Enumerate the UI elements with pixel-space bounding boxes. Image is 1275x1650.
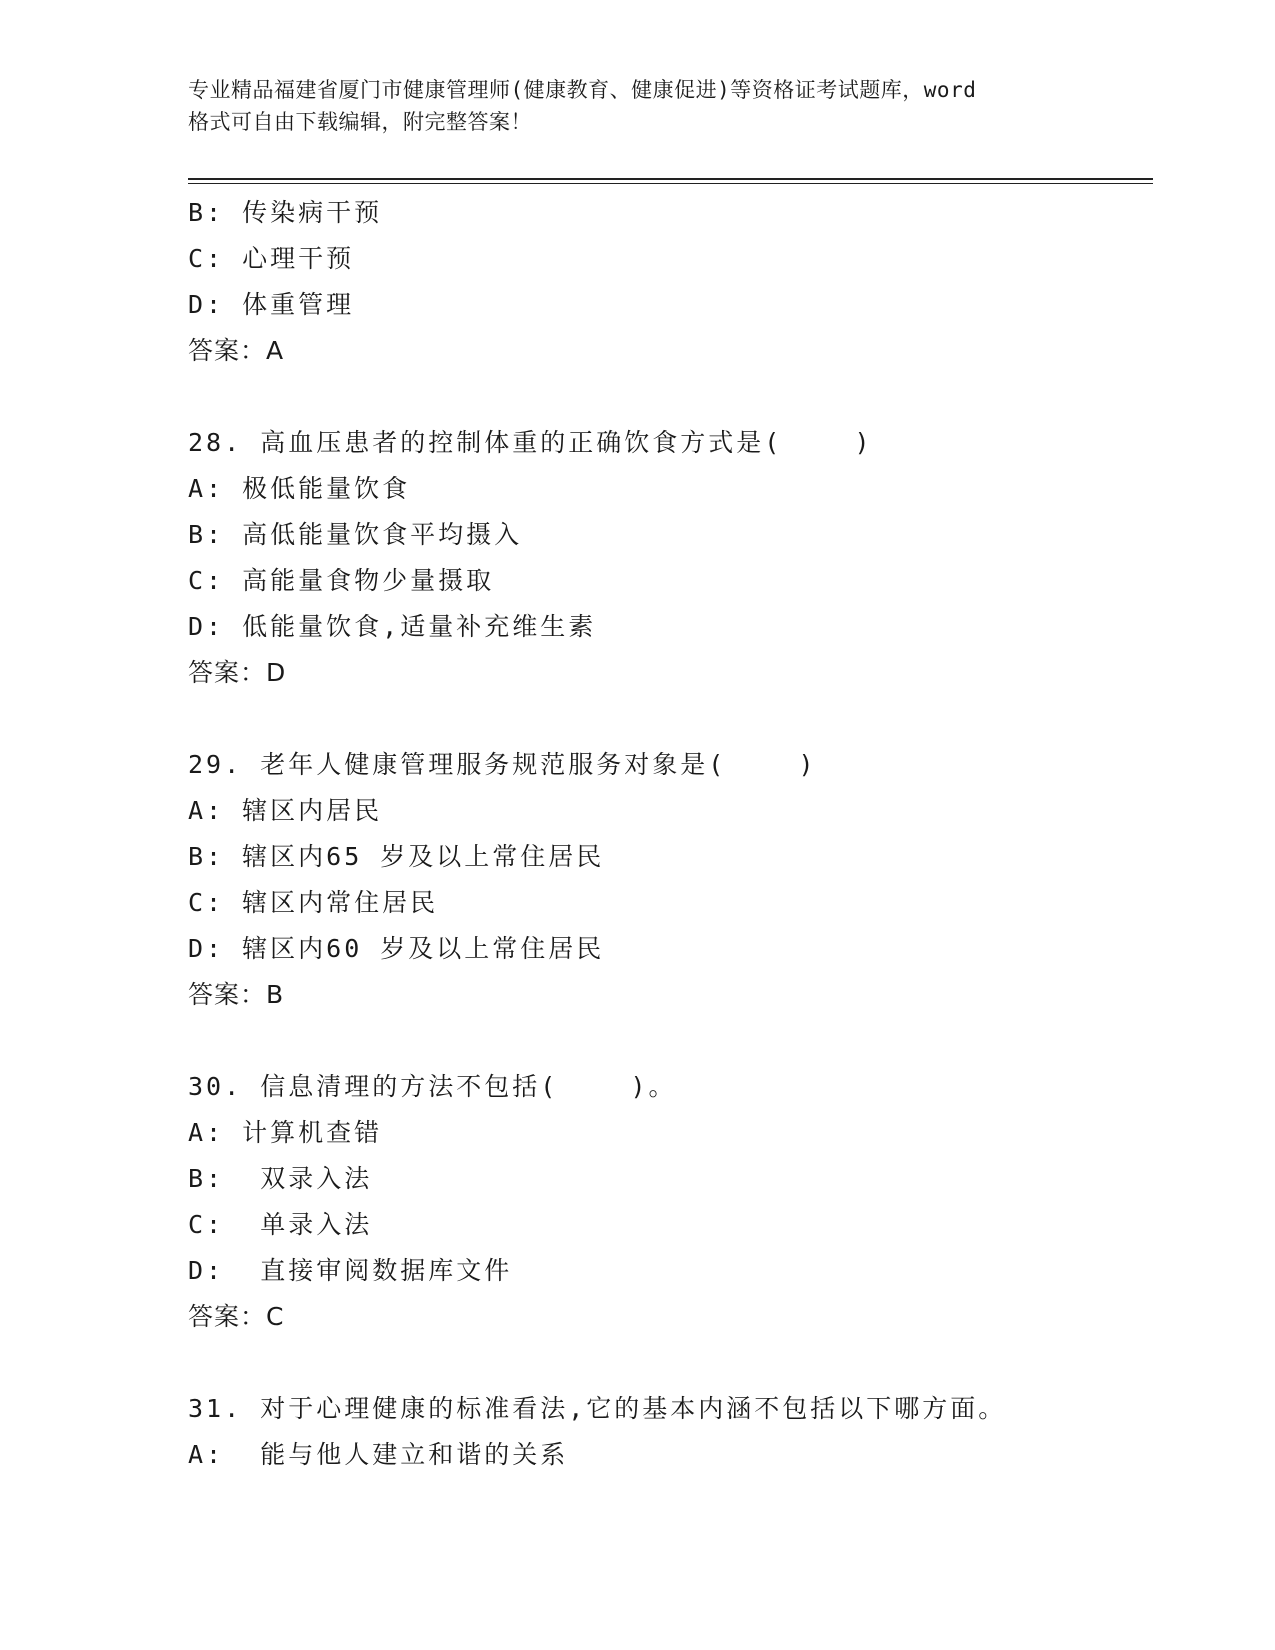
option-b: B: 双录入法 <box>188 1164 373 1193</box>
question-list <box>188 190 1148 1478</box>
option-a: A: 辖区内居民 <box>188 796 383 825</box>
option-d: D: 辖区内60 岁及以上常住居民 <box>188 934 605 963</box>
question-block-31 <box>188 1386 1148 1478</box>
question-stem: 29. 老年人健康管理服务规范服务对象是( ) <box>188 750 817 779</box>
option-c: C: 高能量食物少量摄取 <box>188 566 495 595</box>
question-stem: 31. 对于心理健康的标准看法,它的基本内涵不包括以下哪方面。 <box>188 1394 1007 1423</box>
answer-line: 答案：B <box>188 980 285 1009</box>
spacer <box>188 1018 1148 1064</box>
option-a: A: 计算机查错 <box>188 1118 383 1147</box>
answer-line: 答案：A <box>188 336 285 365</box>
option-c: C: 辖区内常住居民 <box>188 888 439 917</box>
answer-line: 答案：D <box>188 658 287 687</box>
option-c: C: 心理干预 <box>188 244 355 273</box>
spacer <box>188 1340 1148 1386</box>
spacer <box>188 696 1148 742</box>
option-c: C: 单录入法 <box>188 1210 373 1239</box>
option-b: B: 传染病干预 <box>188 198 383 227</box>
header-divider-thick <box>188 178 1153 180</box>
header-divider-thin <box>188 183 1153 184</box>
option-d: D: 低能量饮食,适量补充维生素 <box>188 612 597 641</box>
question-block-28 <box>188 420 1148 696</box>
answer-line: 答案：C <box>188 1302 285 1331</box>
document-header <box>188 74 1088 138</box>
option-d: D: 直接审阅数据库文件 <box>188 1256 513 1285</box>
spacer <box>188 374 1148 420</box>
option-a: A: 能与他人建立和谐的关系 <box>188 1440 569 1469</box>
option-a: A: 极低能量饮食 <box>188 474 411 503</box>
question-block-prev <box>188 190 1148 374</box>
question-stem: 28. 高血压患者的控制体重的正确饮食方式是( ) <box>188 428 873 457</box>
option-d: D: 体重管理 <box>188 290 355 319</box>
header-line-2: 格式可自由下载编辑，附完整答案！ <box>188 110 532 134</box>
header-line-1: 专业精品福建省厦门市健康管理师(健康教育、健康促进)等资格证考试题库，word <box>188 78 977 102</box>
option-b: B: 高低能量饮食平均摄入 <box>188 520 523 549</box>
question-block-30 <box>188 1064 1148 1340</box>
question-stem: 30. 信息清理的方法不包括( )。 <box>188 1072 677 1101</box>
question-block-29 <box>188 742 1148 1018</box>
option-b: B: 辖区内65 岁及以上常住居民 <box>188 842 605 871</box>
